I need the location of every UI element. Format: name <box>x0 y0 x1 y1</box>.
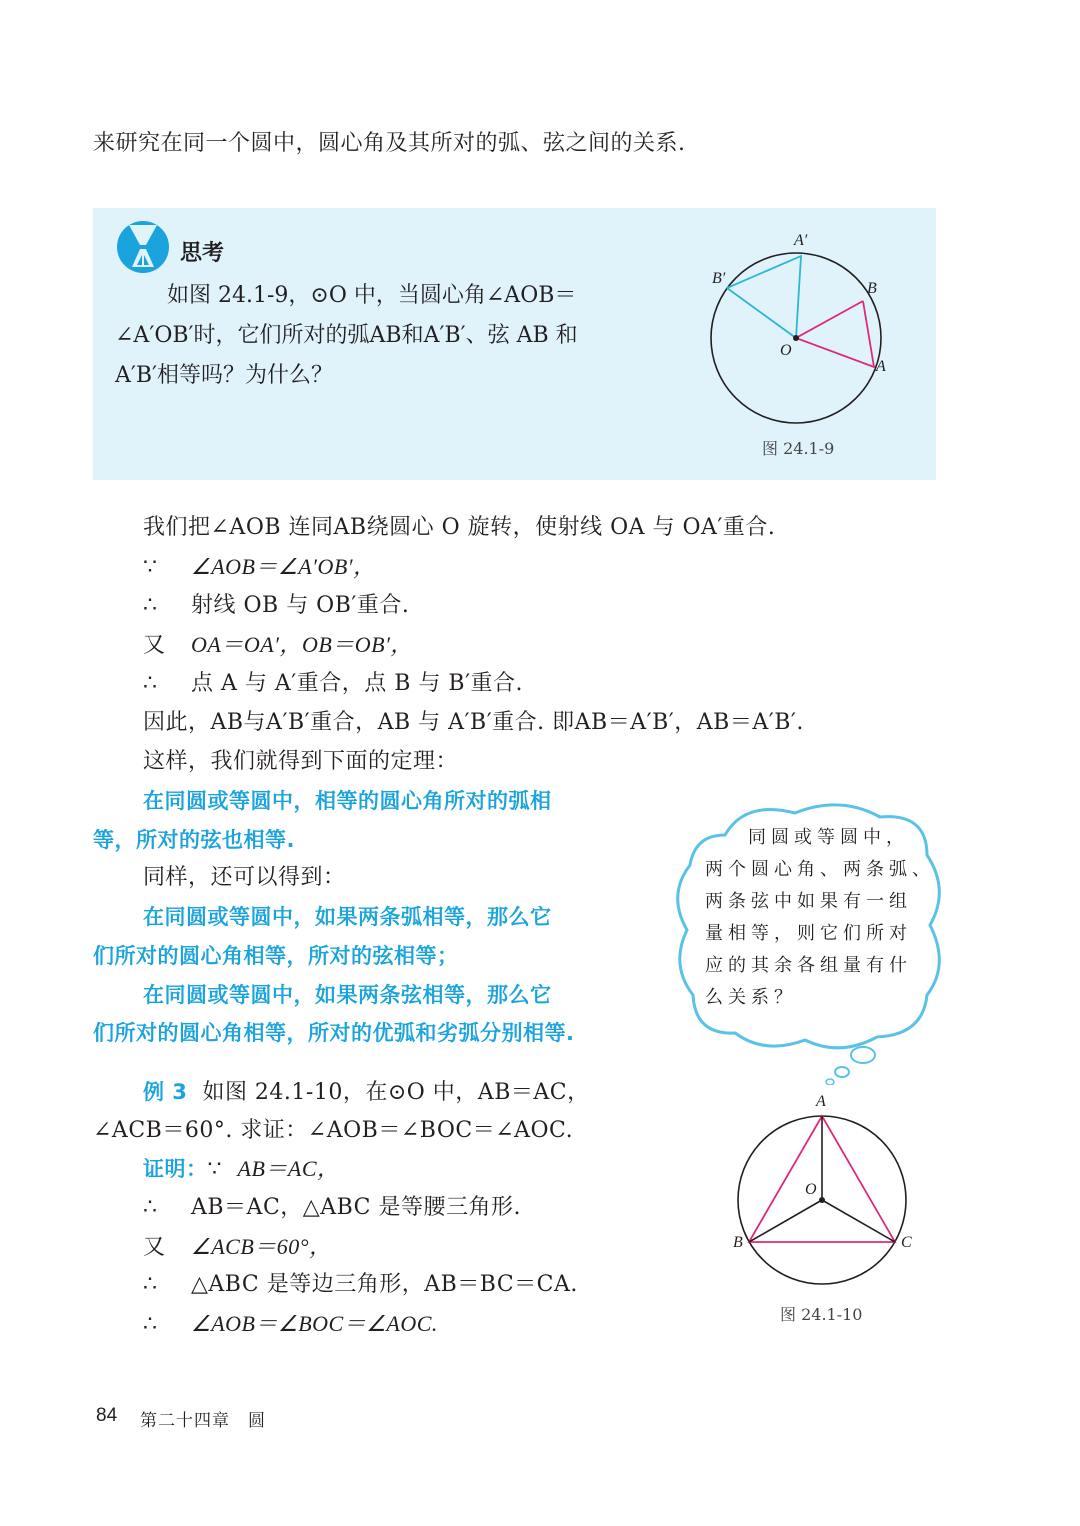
figure-caption-24-1-9: 图 24.1-9 <box>762 439 835 458</box>
label-c: C <box>901 1234 912 1251</box>
proof2-line-3: 又 ∠ACB＝60°， <box>143 1234 332 1260</box>
example3-line-2: ∠ACB＝60°. 求证：∠AOB＝∠BOC＝∠AOC. <box>93 1118 574 1143</box>
also-label: 又 <box>143 1235 166 1260</box>
therefore-symbol: ∴ <box>143 1195 158 1220</box>
proof1-line-2: ∵ ∠AOB＝∠A′OB′， <box>143 554 376 580</box>
proof1-line-4: 又 OA＝OA′，OB＝OB′， <box>143 632 413 658</box>
proof1-line-1: 我们把∠AOB 连同AB绕圆心 O 旋转，使射线 OA 与 OA′重合. <box>143 515 776 540</box>
cloud-line-4: 量相等，则它们所对 <box>705 923 912 944</box>
proof1-line-7: 这样，我们就得到下面的定理： <box>143 749 459 774</box>
therefore-symbol: ∴ <box>143 1312 158 1337</box>
also-label: 又 <box>143 633 166 658</box>
label-b: B <box>867 280 877 297</box>
proof1-line-3: ∴ 射线 OB 与 OB′重合. <box>143 593 410 618</box>
label-o: O <box>780 342 792 359</box>
because-symbol: ∵ <box>207 1157 222 1182</box>
think-text-line-3: A′B′相等吗？为什么？ <box>115 363 334 388</box>
thinking-hourglass-icon <box>116 220 170 274</box>
intro-text: 来研究在同一个圆中，圆心角及其所对的弧、弦之间的关系. <box>93 131 686 156</box>
corollary1-line-2: 们所对的圆心角相等，所对的弦相等； <box>93 944 459 968</box>
chapter-title: 第二十四章 圆 <box>140 1411 266 1431</box>
corollary2-line-2: 们所对的圆心角相等，所对的优弧和劣弧分别相等. <box>93 1021 575 1045</box>
proof2-line-1: 证明：∵ AB＝AC， <box>143 1156 340 1182</box>
think-title: 思考 <box>180 241 225 266</box>
proof2-line-2: ∴ AB＝AC，△ABC 是等腰三角形. <box>143 1195 521 1220</box>
corollary1-line-1: 在同圆或等圆中，如果两条弧相等，那么它 <box>143 905 552 929</box>
label-a: A <box>816 1093 826 1110</box>
cloud-line-3: 两条弦中如果有一组 <box>705 891 912 912</box>
figure-24-1-9 <box>700 228 900 438</box>
example-label: 例 3 <box>143 1080 188 1104</box>
therefore-symbol: ∴ <box>143 1272 158 1297</box>
example3-line-1: 例 3 如图 24.1-10，在⊙O 中，AB＝AC， <box>143 1080 590 1105</box>
think-text-line-1: 如图 24.1-9，⊙O 中，当圆心角∠AOB＝ <box>167 283 577 308</box>
figure-caption-24-1-10: 图 24.1-10 <box>780 1305 863 1324</box>
think-text-line-2: ∠A′OB′时，它们所对的弧AB和A′B′、弦 AB 和 <box>115 323 578 348</box>
corollary2-line-1: 在同圆或等圆中，如果两条弦相等，那么它 <box>143 983 552 1007</box>
because-symbol: ∵ <box>143 555 158 580</box>
cloud-line-6: 么关系？ <box>705 987 797 1008</box>
label-b: B <box>733 1234 743 1251</box>
proof2-line-5: ∴ ∠AOB＝∠BOC＝∠AOC. <box>143 1311 438 1337</box>
figure-24-1-10 <box>725 1095 925 1295</box>
theorem-line-2: 等，所对的弦也相等. <box>93 828 295 852</box>
proof-label: 证明： <box>143 1157 208 1181</box>
therefore-symbol: ∴ <box>143 593 158 618</box>
label-o: O <box>805 1181 817 1198</box>
proof2-line-4: ∴ △ABC 是等边三角形，AB＝BC＝CA. <box>143 1272 578 1297</box>
label-a: A <box>876 358 886 375</box>
label-b-prime: B′ <box>712 270 726 287</box>
therefore-symbol: ∴ <box>143 671 158 696</box>
theorem-line-1: 在同圆或等圆中，相等的圆心角所对的弧相 <box>143 789 552 813</box>
cloud-line-2: 两个圆心角、两条弧、 <box>705 859 935 880</box>
label-a-prime: A′ <box>794 232 808 249</box>
similarly-text: 同样，还可以得到： <box>143 865 346 890</box>
cloud-line-5: 应的其余各组量有什 <box>705 955 912 976</box>
page-number: 84 <box>96 1405 118 1426</box>
proof1-line-6: 因此，AB与A′B′重合，AB 与 A′B′重合. 即AB＝A′B′，AB＝A′B′. <box>143 710 804 735</box>
proof1-line-5: ∴ 点 A 与 A′重合，点 B 与 B′重合. <box>143 671 524 696</box>
cloud-line-1: 同圆或等圆中， <box>748 827 909 848</box>
